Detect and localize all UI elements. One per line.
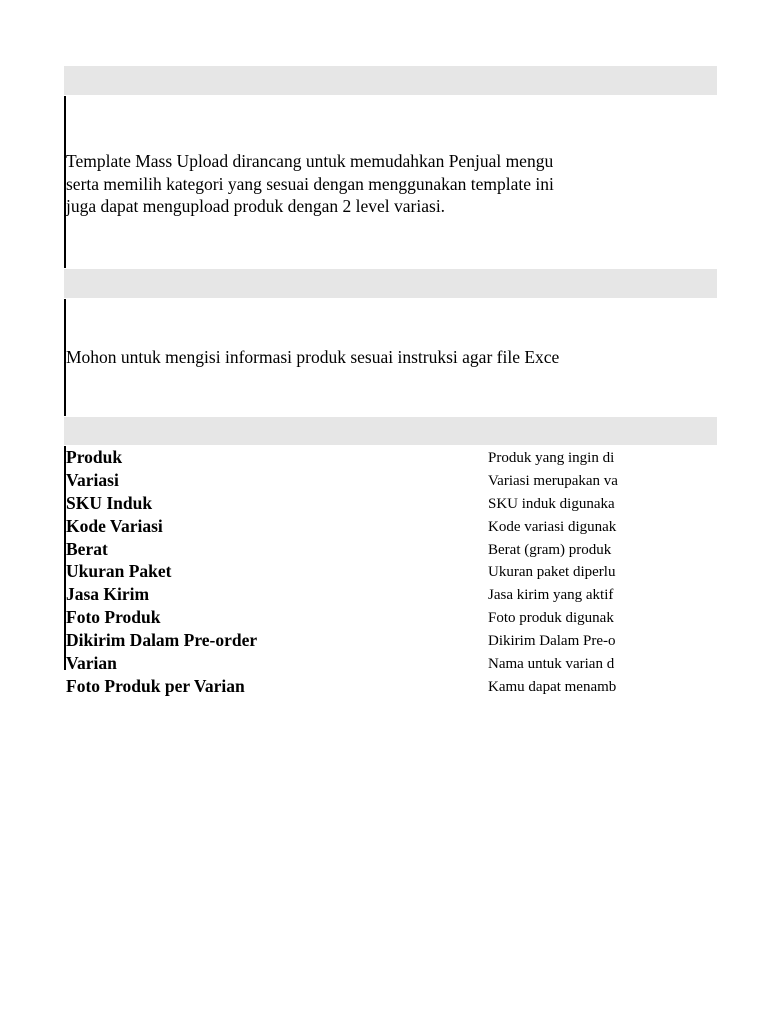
section-header-band <box>64 66 717 95</box>
definition-term: Foto Produk per Varian <box>66 675 245 696</box>
definition-desc: SKU induk digunaka <box>488 495 615 512</box>
definition-desc: Produk yang ingin di <box>488 450 615 466</box>
section-header-band <box>64 417 717 445</box>
intro-paragraph <box>66 150 641 220</box>
definition-desc: Variasi merupakan va <box>488 472 618 489</box>
definition-term: Foto Produk <box>66 607 161 628</box>
intro-line: Template Mass Upload dirancang untuk memudahkan Penjual mengu <box>66 151 554 171</box>
definition-term: SKU Induk <box>66 492 153 513</box>
definition-term: Variasi <box>66 469 119 490</box>
definition-desc: Jasa kirim yang aktif <box>488 587 614 604</box>
definition-term: Kode Variasi <box>66 515 163 536</box>
definition-descriptions <box>488 446 641 698</box>
section-header-band <box>64 269 717 298</box>
notice-paragraph <box>66 346 641 370</box>
notice-text: Mohon untuk mengisi informasi produk sesuai instruksi agar file Exce <box>66 347 560 367</box>
definition-term: Ukuran Paket <box>66 561 172 582</box>
definition-term: Dikirim Dalam Pre-order <box>66 630 258 651</box>
definition-desc: Nama untuk varian d <box>488 656 615 673</box>
definition-term: Produk <box>66 447 123 467</box>
definition-desc: Kamu dapat menamb <box>488 678 617 695</box>
intro-line: serta memilih kategori yang sesuai dengan menggunakan template ini <box>66 173 554 194</box>
intro-line: juga dapat mengupload produk dengan 2 level variasi. <box>66 196 446 216</box>
definition-desc: Dikirim Dalam Pre-o <box>488 633 616 650</box>
definition-desc: Ukuran paket diperlu <box>488 564 616 581</box>
definition-term: Berat <box>66 538 108 559</box>
definition-term: Varian <box>66 653 117 674</box>
definition-desc: Kode variasi digunak <box>488 518 617 535</box>
definition-term: Jasa Kirim <box>66 584 150 605</box>
definition-desc: Foto produk digunak <box>488 610 614 627</box>
definition-desc: Berat (gram) produk <box>488 541 612 558</box>
definition-terms <box>66 446 486 698</box>
